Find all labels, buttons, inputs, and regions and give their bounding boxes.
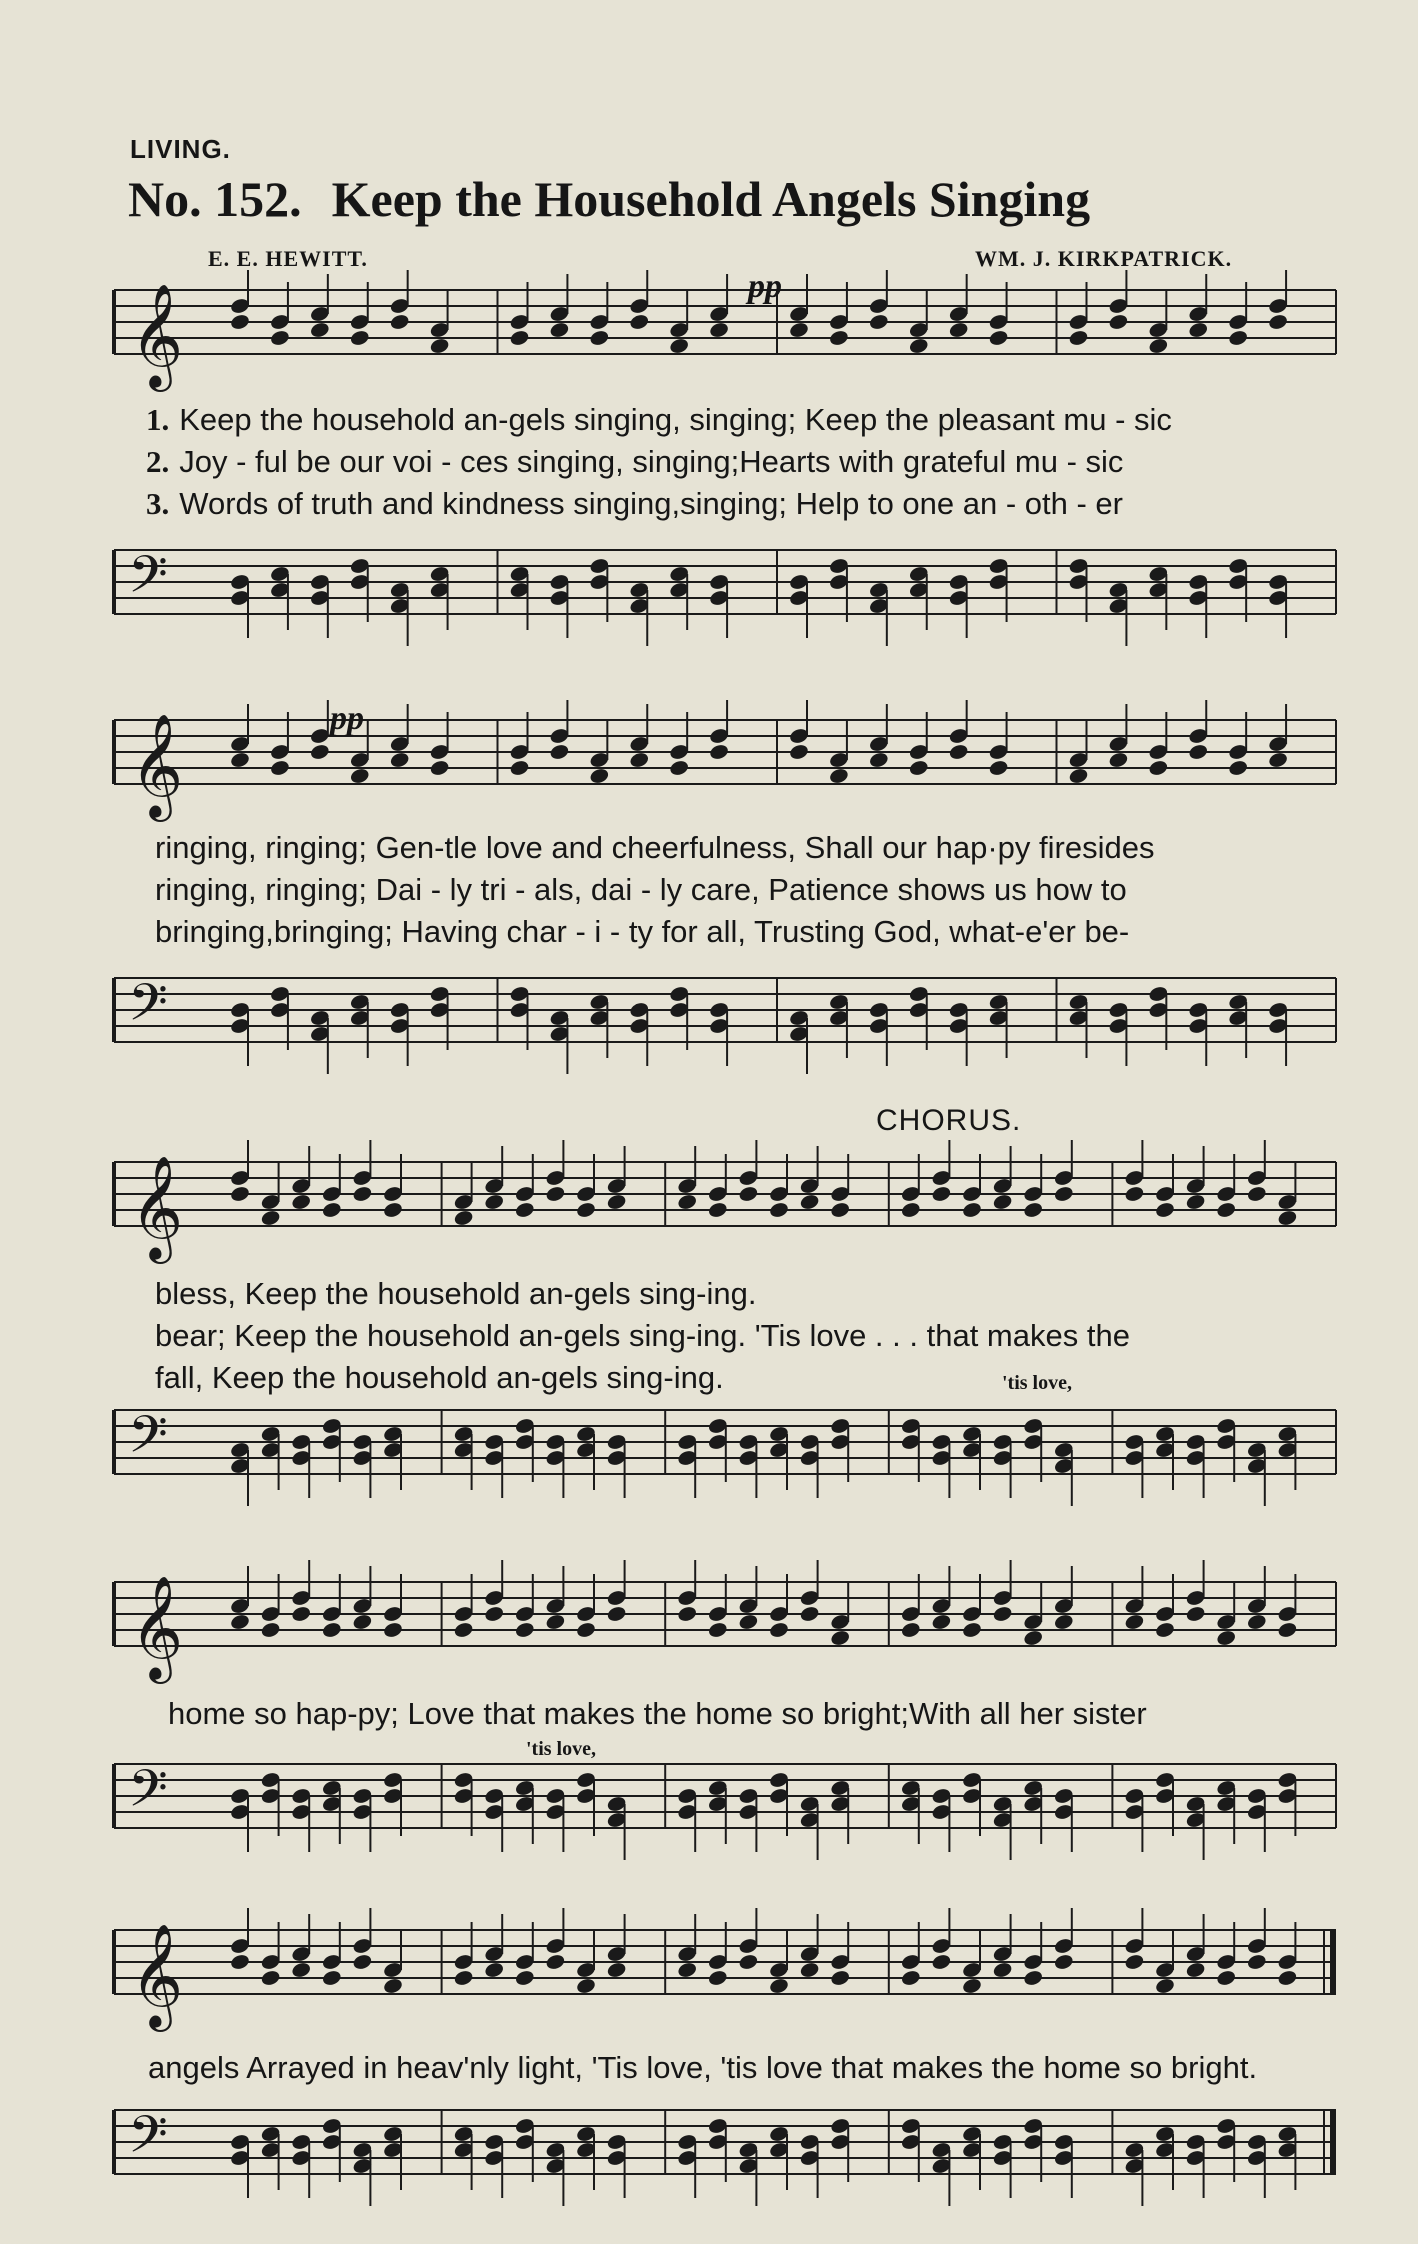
hymn-title-text: Keep the Household Angels Singing: [331, 171, 1091, 227]
note-head: [260, 1209, 281, 1227]
note-head: [961, 1201, 982, 1219]
note-head: [1227, 759, 1248, 777]
note-head: [549, 321, 570, 339]
note-head: [677, 1193, 698, 1211]
note-head: [828, 767, 849, 785]
echo-tis-love-2: 'tis love,: [526, 1738, 596, 1760]
note-head: [992, 1193, 1013, 1211]
note-head: [229, 751, 250, 769]
echo-tis-love-1: 'tis love,: [1002, 1372, 1072, 1394]
note-head: [549, 743, 570, 761]
bass-staff-4: [108, 1744, 1348, 1874]
lyric-s1-v2: 2. Joy - ful be our voi - ces singing, singing;Hearts with grateful mu - sic: [146, 444, 1124, 479]
note-head: [1124, 1185, 1145, 1203]
note-head: [545, 1953, 566, 1971]
note-head: [1246, 1613, 1267, 1631]
note-head: [868, 751, 889, 769]
note-head: [961, 1621, 982, 1639]
note-head: [309, 743, 330, 761]
note-head: [291, 1961, 312, 1979]
treble-staff-3: [108, 1140, 1348, 1270]
treble-clef-icon: 𝄞: [130, 1923, 184, 2028]
note-head: [382, 1621, 403, 1639]
note-head: [1053, 1613, 1074, 1631]
note-head: [768, 1977, 789, 1995]
bass-staff-3: [108, 1390, 1348, 1520]
note-head: [429, 759, 450, 777]
lyric-s5-v1: angels Arrayed in heav'nly light, 'Tis love, 'tis love that makes the home so bright.: [148, 2050, 1258, 2085]
note-head: [514, 1969, 535, 1987]
lyric-s2-v2: ringing, ringing; Dai - ly tri - als, dai - ly care, Patience shows us how to: [155, 872, 1127, 907]
note-head: [606, 1961, 627, 1979]
note-head: [229, 1953, 250, 1971]
note-head: [1108, 751, 1129, 769]
note-head: [514, 1621, 535, 1639]
note-head: [799, 1193, 820, 1211]
note-head: [349, 767, 370, 785]
note-head: [961, 1977, 982, 1995]
note-head: [453, 1969, 474, 1987]
note-head: [668, 337, 689, 355]
note-head: [788, 743, 809, 761]
note-head: [453, 1209, 474, 1227]
note-head: [349, 329, 370, 347]
note-head: [1154, 1621, 1175, 1639]
note-head: [389, 313, 410, 331]
note-head: [988, 759, 1009, 777]
author-credit: E. E. HEWITT.: [208, 246, 368, 271]
note-head: [1246, 1185, 1267, 1203]
note-head: [1227, 329, 1248, 347]
note-head: [1148, 759, 1169, 777]
note-head: [738, 1953, 759, 1971]
note-head: [352, 1185, 373, 1203]
note-head: [1277, 1969, 1298, 1987]
note-head: [1188, 743, 1209, 761]
note-head: [830, 1969, 851, 1987]
note-head: [992, 1961, 1013, 1979]
note-head: [799, 1605, 820, 1623]
note-head: [708, 321, 729, 339]
treble-clef-icon: 𝄞: [130, 1155, 184, 1260]
bass-clef-icon: 𝄢: [128, 544, 168, 617]
note-head: [668, 759, 689, 777]
note-head: [545, 1185, 566, 1203]
note-head: [484, 1961, 505, 1979]
note-head: [900, 1201, 921, 1219]
note-head: [948, 743, 969, 761]
note-head: [677, 1605, 698, 1623]
lyric-s4-v1: home so hap-py; Love that makes the home so bright;With all her sister: [168, 1696, 1147, 1731]
note-head: [352, 1613, 373, 1631]
note-head: [1277, 1209, 1298, 1227]
note-head: [229, 313, 250, 331]
note-head: [908, 337, 929, 355]
lyric-s3-v2: bear; Keep the household an-gels sing-ing. 'Tis love . . . that makes the: [155, 1318, 1130, 1353]
note-head: [1154, 1201, 1175, 1219]
chorus-label: CHORUS.: [876, 1104, 1022, 1137]
note-head: [1068, 329, 1089, 347]
note-head: [575, 1201, 596, 1219]
note-head: [931, 1953, 952, 1971]
lyric-s3-v3: fall, Keep the household an-gels sing-ing.: [155, 1360, 724, 1395]
note-head: [229, 1185, 250, 1203]
note-head: [589, 329, 610, 347]
note-head: [992, 1605, 1013, 1623]
dynamic-pp-1: pp: [748, 268, 782, 305]
note-head: [382, 1201, 403, 1219]
note-head: [988, 329, 1009, 347]
note-head: [509, 759, 530, 777]
note-head: [1267, 313, 1288, 331]
note-head: [1148, 337, 1169, 355]
composer-credit: WM. J. KIRKPATRICK.: [975, 246, 1233, 271]
bass-clef-icon: 𝄢: [128, 972, 168, 1045]
note-head: [768, 1201, 789, 1219]
note-head: [509, 329, 530, 347]
note-head: [799, 1961, 820, 1979]
note-head: [606, 1193, 627, 1211]
note-head: [1188, 321, 1209, 339]
note-head: [830, 1201, 851, 1219]
note-head: [1267, 751, 1288, 769]
note-head: [1068, 767, 1089, 785]
note-head: [1216, 1201, 1237, 1219]
note-head: [1023, 1969, 1044, 1987]
treble-clef-icon: 𝄞: [130, 1575, 184, 1680]
note-head: [229, 1613, 250, 1631]
treble-clef-icon: 𝄞: [130, 283, 184, 388]
note-head: [1185, 1193, 1206, 1211]
note-head: [1023, 1201, 1044, 1219]
bass-staff-5: [108, 2090, 1348, 2220]
note-head: [1108, 313, 1129, 331]
note-head: [382, 1977, 403, 1995]
lyric-s3-v1: bless, Keep the household an-gels sing-ing.: [155, 1276, 757, 1311]
note-head: [900, 1969, 921, 1987]
note-head: [738, 1613, 759, 1631]
note-head: [828, 329, 849, 347]
note-head: [768, 1621, 789, 1639]
note-head: [484, 1605, 505, 1623]
note-head: [321, 1201, 342, 1219]
note-head: [677, 1961, 698, 1979]
note-head: [931, 1185, 952, 1203]
music-system-4: [108, 1560, 1348, 1960]
note-head: [707, 1621, 728, 1639]
note-head: [429, 337, 450, 355]
note-head: [545, 1613, 566, 1631]
treble-staff-4: [108, 1560, 1348, 1690]
lyric-s1-v3: 3. Words of truth and kindness singing,singing; Help to one an - oth - er: [146, 486, 1123, 521]
note-head: [948, 321, 969, 339]
note-head: [389, 751, 410, 769]
treble-staff-1: [108, 270, 1348, 400]
note-head: [321, 1621, 342, 1639]
note-head: [484, 1193, 505, 1211]
note-head: [453, 1621, 474, 1639]
bass-clef-icon: 𝄢: [128, 1758, 168, 1831]
note-head: [1124, 1953, 1145, 1971]
note-head: [1053, 1185, 1074, 1203]
hymn-title: [128, 170, 1090, 228]
note-head: [931, 1613, 952, 1631]
note-head: [1185, 1961, 1206, 1979]
note-head: [788, 321, 809, 339]
bass-clef-icon: 𝄢: [128, 1404, 168, 1477]
note-head: [908, 759, 929, 777]
note-head: [575, 1621, 596, 1639]
note-head: [738, 1185, 759, 1203]
treble-staff-5: [108, 1908, 1348, 2038]
note-head: [1053, 1953, 1074, 1971]
note-head: [1277, 1621, 1298, 1639]
note-head: [1124, 1613, 1145, 1631]
note-head: [352, 1953, 373, 1971]
note-head: [1216, 1969, 1237, 1987]
note-head: [708, 743, 729, 761]
note-head: [1154, 1977, 1175, 1995]
note-head: [830, 1629, 851, 1647]
note-head: [707, 1201, 728, 1219]
note-head: [291, 1605, 312, 1623]
lyric-s1-v1: 1. Keep the household an-gels singing, singing; Keep the pleasant mu - sic: [146, 402, 1172, 437]
note-head: [514, 1201, 535, 1219]
note-head: [269, 329, 290, 347]
note-head: [629, 313, 650, 331]
lyric-s2-v1: ringing, ringing; Gen-tle love and cheerfulness, Shall our hap·py firesides: [155, 830, 1155, 865]
note-head: [260, 1621, 281, 1639]
note-head: [575, 1977, 596, 1995]
note-head: [1216, 1629, 1237, 1647]
treble-staff-2: [108, 700, 1348, 830]
note-head: [868, 313, 889, 331]
bass-staff-1: [108, 532, 1348, 662]
lyric-s2-v3: bringing,bringing; Having char - i - ty for all, Trusting God, what-e'er be-: [155, 914, 1130, 949]
note-head: [1246, 1953, 1267, 1971]
note-head: [1185, 1605, 1206, 1623]
dynamic-pp-2: pp: [330, 700, 364, 737]
note-head: [1023, 1629, 1044, 1647]
note-head: [606, 1605, 627, 1623]
treble-clef-icon: 𝄞: [130, 713, 184, 818]
hymn-number: No. 152.: [128, 171, 302, 227]
note-head: [707, 1969, 728, 1987]
note-head: [321, 1969, 342, 1987]
note-head: [589, 767, 610, 785]
note-head: [309, 321, 330, 339]
note-head: [291, 1193, 312, 1211]
bass-clef-icon: 𝄢: [128, 2104, 168, 2177]
note-head: [269, 759, 290, 777]
note-head: [260, 1969, 281, 1987]
section-heading: LIVING.: [130, 134, 231, 164]
bass-staff-2: [108, 958, 1348, 1088]
note-head: [629, 751, 650, 769]
note-head: [900, 1621, 921, 1639]
